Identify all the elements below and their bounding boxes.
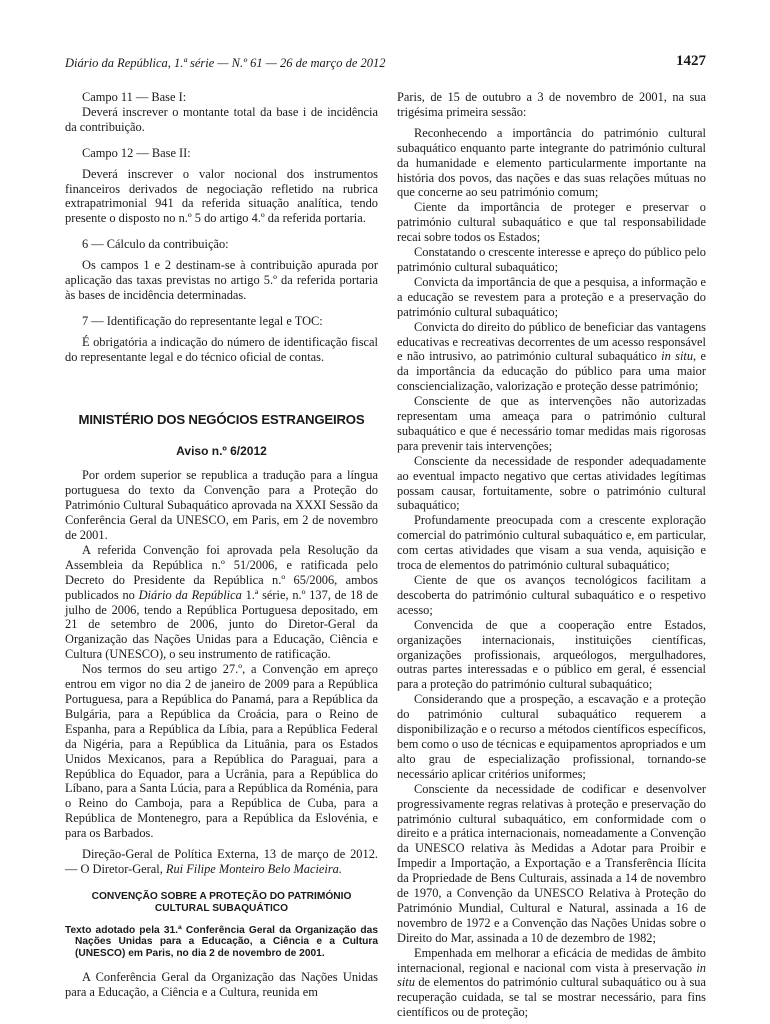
item6-text: Os campos 1 e 2 destinam-se à contribuição apurada por aplicação das taxas previstas no artigo 5.º da referida portaria às bases de incidência determinadas.: [65, 258, 378, 302]
page-header: [65, 53, 706, 74]
campo12-title: Campo 12 — Base II:: [82, 145, 191, 160]
item6-title: 6 — Cálculo da contribuição:: [82, 237, 229, 252]
right-paragraph-6: Consciente de que as intervenções não autorizadas representam uma ameaça para o património cultural subaquático e que é necessário tomar medidas mais rigorosas para prevenir tais intervenções;: [397, 394, 706, 453]
item7-text: É obrigatória a indicação do número de identificação fiscal do representante legal e do técnico oficial de contas.: [65, 334, 378, 364]
texto-adotado: Texto adotado pela 31.ª Conferência Geral da Organização das Nações Unidas para a Educação, a Ciência e a Cultura (UNESCO) em Paris, no dia 2 de novembro de 2001.: [65, 924, 378, 960]
p5-part-b: , e da importância da educação do público para uma maior consciencialização, valorização e proteção desse património;: [397, 349, 707, 394]
right-paragraph-8: Profundamente preocupada com a crescente exploração comercial do património cultural subaquático e, em particular, com certas atividades que visam a sua venda, aquisição e troca de elementos do património cultural subaquático;: [397, 513, 706, 573]
right-paragraph-10: Convencida de que a cooperação entre Estados, organizações internacionais, instituições científicas, organizações profissionais, arqueólogos, mergulhadores, outras partes interessadas e o público em geral, é essencial para a proteção do património cultural subaquático;: [397, 617, 706, 692]
right-paragraph-4: Convicta da importância de que a pesquisa, a informação e a educação se revestem para a proteção e a preservação do património cultural subaquático;: [397, 274, 706, 319]
right-paragraph-5: [397, 320, 706, 395]
running-title: Diário da República, 1.ª série — N.º 61 — 26 de março de 2012: [65, 56, 386, 70]
campo11-title: Campo 11 — Base I:: [82, 90, 187, 104]
right-paragraph-12: Consciente da necessidade de codificar e desenvolver progressivamente regras relativas à proteção e preservação do património cultural subaquático, em conformidade com o direito e a prática internacionais, nomeadamente a Convenção da UNESCO relativa às Medidas a Adotar para Proibir e Impedir a Importação, a Exportação e a Transferência Ilícita da Propriedade de Bens Culturais, assinada a 14 de novembro de 1970, a Convenção da UNESCO Relativa à Proteção do Património Mundial, Cultural e Natural, assinada a 16 de novembro de 1972 e a Convenção das Nações Unidas sobre o Direito do Mar, assinada a 10 de dezembro de 1982;: [397, 781, 706, 945]
signature: [65, 847, 378, 877]
aviso-title: Aviso n.º 6/2012: [176, 443, 267, 458]
page-number: 1427: [676, 53, 706, 69]
right-paragraph-9: Ciente de que os avanços tecnológicos facilitam a descoberta do património cultural subaquático e o respetivo acesso;: [397, 573, 706, 617]
right-column: [397, 90, 706, 1020]
signature-name: Rui Filipe Monteiro Belo Macieira.: [165, 861, 342, 876]
right-paragraph-13: [397, 946, 706, 1021]
p13-part-b: de elementos do património cultural subaquático ou à sua recuperação cuidada, se tal se mostrar necessário, para fins científicos ou de proteção;: [397, 975, 706, 1020]
campo11-text: Deverá inscrever o montante total da base i de incidência da contribuição.: [65, 104, 378, 134]
right-paragraph-7: Consciente da necessidade de responder adequadamente ao eventual impacto negativo que certas atividades legítimas possam causar, fortuitamente, sobre o património cultural subaquático;: [397, 453, 706, 513]
item7-title: 7 — Identificação do representante legal e TOC:: [82, 313, 323, 328]
right-paragraph-1: Reconhecendo a importância do património cultural subaquático enquanto parte integrante do património cultural da humanidade e elemento particularmente importante na história dos povos, das nações e das suas relações mútuas no que concerne ao seu património comum;: [397, 125, 706, 200]
convention-title: CONVENÇÃO SOBRE A PROTEÇÃO DO PATRIMÓNIO CULTURAL SUBAQUÁTICO: [91, 890, 352, 914]
p5-part-a: Convicta do direito do público de beneficiar das vantagens educativas e recreativas decorrentes de um acesso responsável e não intrusivo, ao património cultural subaquático: [397, 319, 706, 364]
aviso-paragraph-3: Nos termos do seu artigo 27.º, a Convenção em apreço entrou em vigor no dia 2 de janeiro de 2009 para a República Portuguesa, para a República do Panamá, para a República da Bulgária, para a República da Croácia, para o Reino de Espanha, para a República da Líbia, para a República Federal da Nigéria, para a República da Lituânia, para os Estados Unidos Mexicanos, para a República do Paraguai, para a República do Equador, para a Ucrânia, para a República do Líbano, para a Santa Lúcia, para a República da Roménia, para o Reino do Camboja, para a República de Cuba, para a República de Montenegro, para a República da Eslovénia, e para os Barbados.: [65, 662, 378, 841]
aviso-p2-part-b: 1.ª série, n.º 137, de 18 de julho de 2006, tendo a República Portuguesa depositado, em 21 de setembro de 2006, junto do Diretor-Geral da Organização das Nações Unidas para a Educação, Ciência e Cultura (UNESCO), o seu instrumento de ratificação.: [65, 587, 378, 662]
p13-italic: in situ: [397, 960, 706, 990]
aviso-paragraph-2: [65, 543, 378, 662]
p5-italic: in situ: [661, 349, 694, 364]
aviso-p2-italic: Diário da República: [138, 587, 242, 602]
right-paragraph-0: Paris, de 15 de outubro a 3 de novembro de 2001, na sua trigésima primeira sessão:: [397, 90, 706, 119]
ministry-heading: MINISTÉRIO DOS NEGÓCIOS ESTRANGEIROS: [78, 411, 365, 427]
aviso-p2-part-a: A referida Convenção foi aprovada pela Resolução da Assembleia da República n.º 51/2006, e ratificada pelo Decreto do Presidente da República n.º 65/2006, ambos publicados no: [65, 542, 378, 602]
left-column: [65, 90, 378, 999]
aviso-paragraph-1: Por ordem superior se republica a tradução para a língua portuguesa do texto da Convenção para a Proteção do Património Cultural Subaquático aprovada na XXXI Sessão da Conferência Geral da UNESCO, em Paris, em 2 de novembro de 2001.: [65, 468, 378, 543]
right-paragraph-3: Constatando o crescente interesse e apreço do público pelo património cultural subaquático;: [397, 245, 706, 274]
right-paragraph-11: Considerando que a prospeção, a escavação e a proteção do património cultural subaquático requerem a disponibilização e o recurso a métodos científicos específicos, bem como o uso de técnicas e equipamentos apropriados e um alto grau de especialização profissional, tornando-se necessário aplicar critérios uniformes;: [397, 692, 706, 781]
campo12-text: Deverá inscrever o valor nocional dos instrumentos financeiros derivados de negociação refletido na rubrica extrapatrimonial 941 da referida situação analítica, tendo presente o disposto no n.º 5 do artigo 4.º da referida portaria.: [65, 166, 378, 226]
p13-part-a: Empenhada em melhorar a eficácia de medidas de âmbito internacional, regional e nacional com vista à preservação: [397, 945, 706, 975]
conference-intro: A Conferência Geral da Organização das Nações Unidas para a Educação, a Ciência e a Cultura, reunida em: [65, 969, 378, 999]
right-paragraph-2: Ciente da importância de proteger e preservar o património cultural subaquático e que tal responsabilidade recai sobre todos os Estados;: [397, 200, 706, 245]
signature-text: Direção-Geral de Política Externa, 13 de março de 2012. — O Diretor-Geral,: [65, 847, 378, 876]
